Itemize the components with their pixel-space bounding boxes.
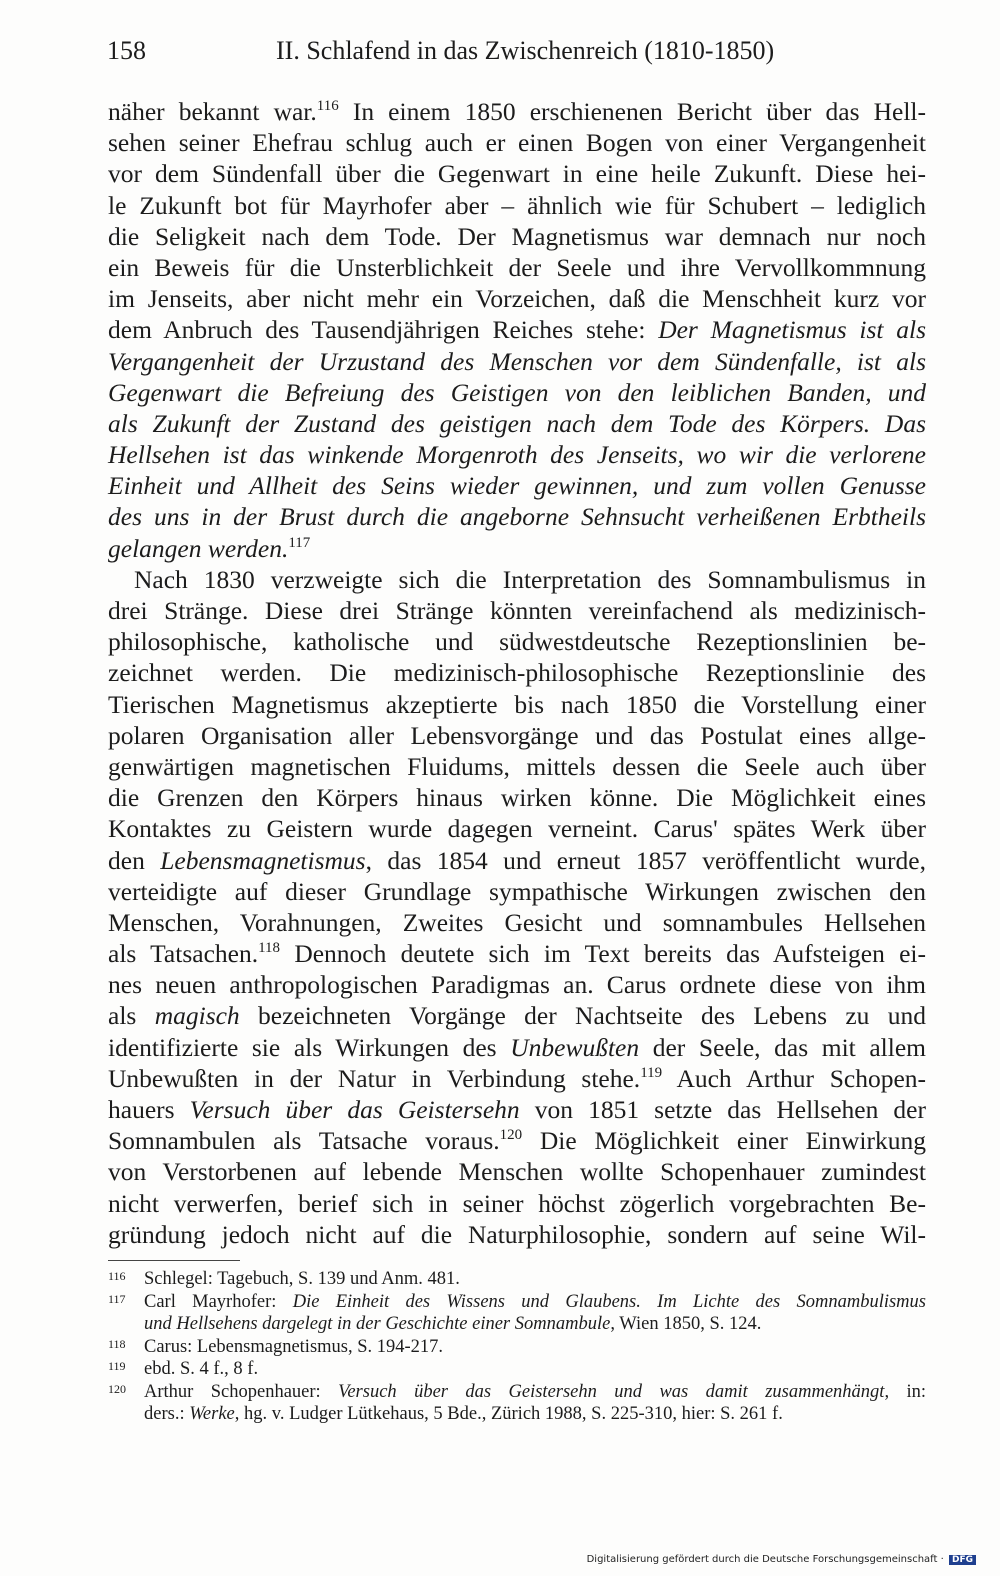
- footnote-number: 120: [108, 1381, 126, 1396]
- work-title: Die Einheit des Wissens und Glaubens. Im Lichte des Somnambulismus: [292, 1291, 926, 1312]
- footnote-ref: 118: [258, 940, 281, 957]
- text-line: Menschen, Vorahnungen, Zweites Gesicht und somnambules Hellsehen: [108, 907, 926, 937]
- footnote-ref: 117: [288, 534, 311, 551]
- text-line: den Lebensmagnetismus, das 1854 und erneut 1857 veröffentlicht wurde,: [108, 845, 926, 875]
- footnote-number: 116: [108, 1269, 126, 1283]
- text-line: verteidigte auf dieser Grundlage sympathische Wirkungen zwischen den: [108, 876, 926, 906]
- text-line: hauers Versuch über das Geistersehn von 1851 setzte das Hellsehen der: [108, 1095, 926, 1124]
- footnote-ref: 120: [499, 1127, 523, 1144]
- work-title: und Hellsehens dargelegt in der Geschichte einer Somnambule: [144, 1314, 611, 1334]
- body-text: [108, 96, 926, 1250]
- text-line: ein Beweis für die Unsterblichkeit der Seele und ihre Vervollkommnung: [108, 252, 926, 282]
- page-number: 158: [107, 36, 146, 65]
- text-line: Unbewußten in der Natur in Verbindung stehe.$^{119}$ Auch Arthur Schopen-: [108, 1063, 926, 1093]
- footnote-number: 118: [108, 1336, 126, 1351]
- text-line: die Grenzen den Körpers hinaus wirken könne. Die Möglichkeit eines: [108, 783, 926, 813]
- text-line: zeichnet werden. Die medizinisch-philosophische Rezeptionslinie des: [108, 658, 926, 688]
- text-line: sehen seiner Ehefrau schlug auch er einen Bogen von einer Vergangenheit: [108, 128, 926, 158]
- footnote-116: 116 Schlegel: Tagebuch, S. 139 und Anm. 481.: [108, 1268, 926, 1291]
- text-line: drei Stränge. Diese drei Stränge könnten vereinfachend als medizinisch-: [108, 596, 926, 625]
- quote-text: Der Magnetismus ist als: [658, 315, 926, 345]
- text-line: le Zukunft bot für Mayrhofer aber – ähnlich wie für Schubert – lediglich: [108, 190, 926, 220]
- text-line: Nach 1830 verzweigte sich die Interpretation des Somnambulismus in: [134, 564, 926, 594]
- text-line: im Jenseits, aber nicht mehr ein Vorzeichen, daß die Menschheit kurz vor: [108, 284, 926, 314]
- digitization-footer: [587, 1554, 976, 1565]
- footnote-ref: 116: [316, 98, 339, 114]
- quote-line: Einheit und Allheit des Seins wieder gewinnen, und zum vollen Genusse: [108, 471, 926, 501]
- work-title: Versuch über das Geistersehn und was damit zusammenhängt: [338, 1381, 885, 1402]
- footnote-119: 119 ebd. S. 4 f., 8 f.: [108, 1358, 926, 1381]
- text-line: Tierischen Magnetismus akzeptierte bis nach 1850 die Vorstellung einer: [108, 689, 926, 719]
- text-line: als magisch bezeichneten Vorgänge der Nachtseite des Lebens zu und: [108, 1001, 926, 1031]
- text-line: identifizierte sie als Wirkungen des Unbewußten der Seele, das mit allem: [108, 1032, 926, 1062]
- quote-line: Hellsehen ist das winkende Morgenroth des Jenseits, wo wir die verlorene: [108, 440, 926, 470]
- quote-line: Gegenwart die Befreiung des Geistigen von den leiblichen Banden, und: [108, 377, 926, 407]
- footnote-117: 117 Carl Mayrhofer: Die Einheit des Wissens und Glaubens. Im Lichte des Somnambulismus und Hellsehens dargelegt in der Geschichte einer Somnambule, Wien 1850, S. 124.: [108, 1291, 926, 1336]
- dfg-logo-icon: DFG: [949, 1555, 976, 1565]
- text-line: Kontaktes zu Geistern wurde dagegen verneint. Carus' spätes Werk über: [108, 814, 926, 844]
- emphasis-text: magisch: [154, 1001, 240, 1031]
- quote-line: Vergangenheit der Urzustand des Menschen vor dem Sündenfalle, ist als: [108, 346, 926, 376]
- emphasis-text: Unbewußten: [510, 1032, 640, 1062]
- work-title: Versuch über das Geistersehn: [189, 1095, 520, 1124]
- footnotes: [108, 1268, 926, 1426]
- footer-text: Digitalisierung gefördert durch die Deutsche Forschungsgemeinschaft ·: [586, 1554, 944, 1565]
- footnote-118: 118 Carus: Lebensmagnetismus, S. 194-217.: [108, 1336, 926, 1359]
- text-line: genwärtigen magnetischen Fluidums, mittels dessen die Seele auch über: [108, 751, 926, 781]
- text-line: polaren Organisation aller Lebensvorgänge und das Postulat eines allge-: [108, 720, 926, 750]
- text-line: dem Anbruch des Tausendjährigen Reiches stehe: Der Magnetismus ist als: [108, 315, 926, 345]
- footnote-number: 119: [108, 1359, 126, 1373]
- text-line: als Tatsachen.$^{118}$ Dennoch deutete sich im Text bereits das Aufsteigen ei-: [108, 939, 926, 969]
- text-line: von Verstorbenen auf lebende Menschen wollte Schopenhauer zumindest: [108, 1157, 926, 1187]
- quote-line: gelangen werden.$^{117}$: [108, 533, 311, 563]
- text-line: nicht verwerfen, berief sich in seiner höchst zögerlich vorgebrachten Be-: [108, 1188, 926, 1218]
- quote-line: des uns in der Brust durch die angeborne Sehnsucht verheißenen Erbtheils: [108, 502, 926, 532]
- text-line: vor dem Sündenfall über die Gegenwart in eine heile Zukunft. Diese hei-: [108, 159, 926, 189]
- footnote-ref: 119: [640, 1064, 663, 1081]
- quote-line: als Zukunft der Zustand des geistigen nach dem Tode des Körpers. Das: [108, 408, 926, 438]
- work-title: Lebensmagnetismus: [160, 845, 366, 875]
- work-title: Werke: [189, 1404, 235, 1424]
- text-line: näher bekannt war.$^{116}$ In einem 1850 erschienenen Bericht über das Hell-: [108, 97, 926, 126]
- text-line: gründung jedoch nicht auf die Naturphilosophie, sondern auf seine Wil-: [108, 1219, 926, 1249]
- text-line: die Seligkeit nach dem Tode. Der Magnetismus war demnach nur noch: [108, 221, 926, 251]
- footnote-separator: [108, 1260, 240, 1261]
- footnote-120: 120 Arthur Schopenhauer: Versuch über das Geistersehn und was damit zusammenhängt, in: ders.: Werke, hg. v. Ludger Lütkehaus, 5 Bde., Zürich 1988, S. 225-310, hier: S. 261 f.: [108, 1381, 926, 1426]
- text-line: philosophische, katholische und südwestdeutsche Rezeptionslinien be-: [108, 627, 926, 657]
- text-line: nes neuen anthropologischen Paradigmas an. Carus ordnete diese von ihm: [108, 970, 926, 1000]
- footnote-number: 117: [108, 1291, 126, 1306]
- text-line: Somnambulen als Tatsache voraus.$^{120}$ Die Möglichkeit einer Einwirkung: [108, 1126, 926, 1156]
- running-head: II. Schlafend in das Zwischenreich (1810-1850): [276, 36, 775, 65]
